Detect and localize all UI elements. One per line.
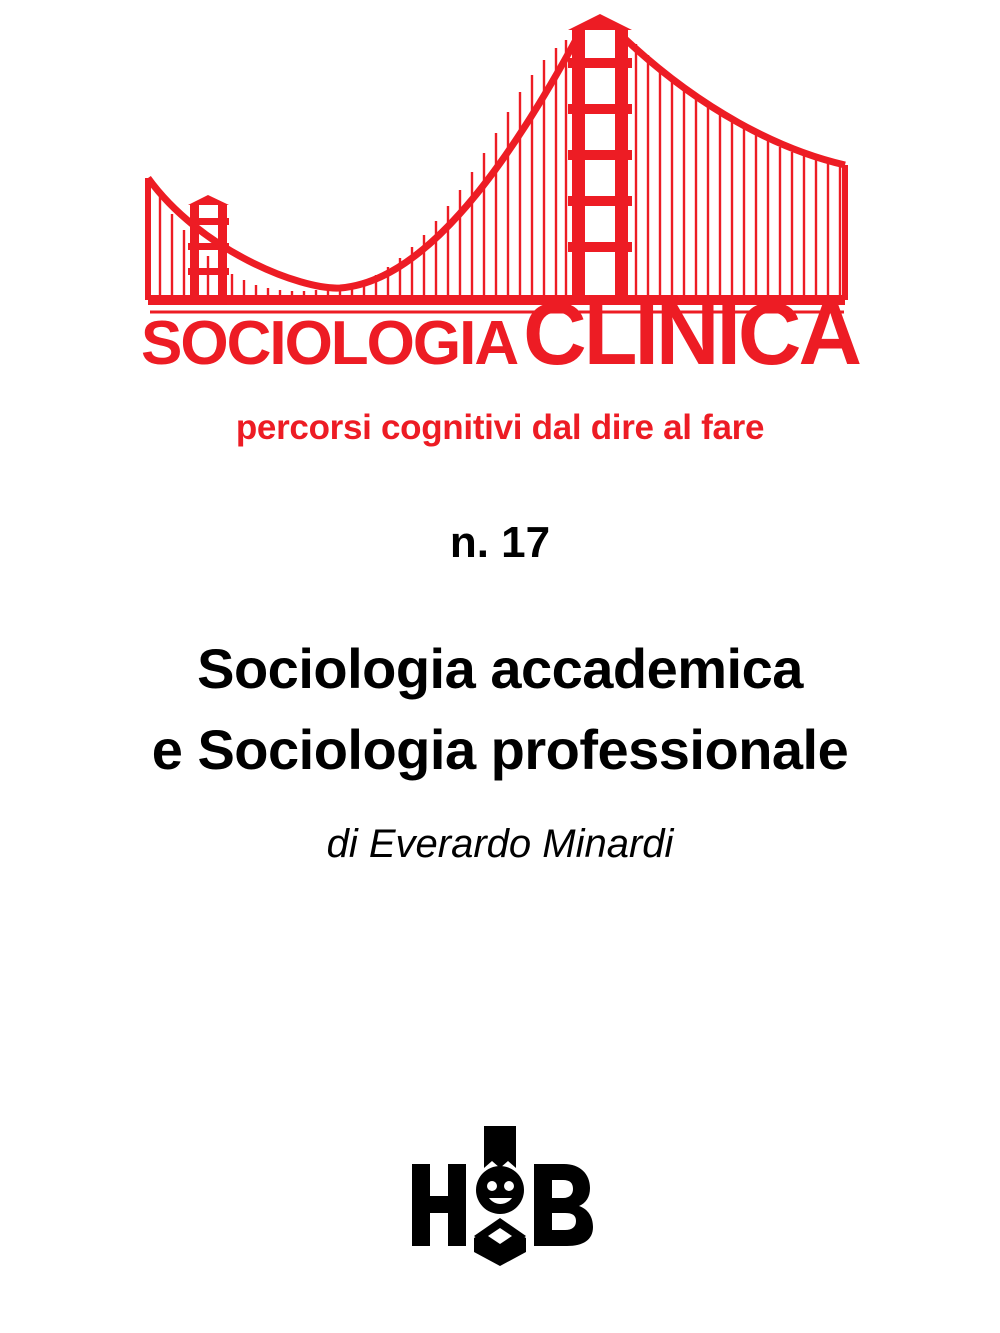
journal-title xyxy=(0,283,1000,385)
issue-number: n. 17 xyxy=(449,518,551,567)
journal-title-word-1: SOCIOLOGIA xyxy=(141,309,518,378)
journal-title-word-2: CLINICA xyxy=(523,284,859,383)
journal-subtitle: percorsi cognitivi dal dire al fare xyxy=(235,408,765,447)
page-title xyxy=(60,628,940,790)
book-title-line-2: e Sociologia professionale xyxy=(151,718,849,782)
book-author: di Everardo Minardi xyxy=(326,822,674,866)
homeless-book-hb-logo-icon xyxy=(400,1118,600,1268)
book-title-line-1: Sociologia accademica xyxy=(197,637,803,700)
publisher-logo xyxy=(400,1118,600,1268)
